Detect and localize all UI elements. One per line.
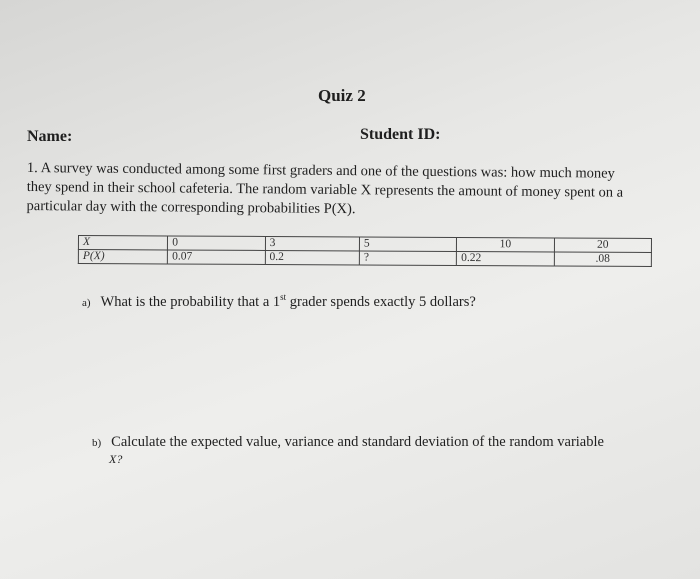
part-a-text-end: grader spends exactly 5 dollars? <box>286 293 476 310</box>
p-value-cell: .08 <box>554 252 651 267</box>
x-value-cell: 0 <box>168 236 265 251</box>
row-label-x: X <box>78 236 167 250</box>
student-id-label: Student ID: <box>360 126 441 143</box>
probability-distribution-table <box>78 235 652 267</box>
p-value-cell: ? <box>359 251 456 266</box>
p-value-cell: 0.2 <box>265 250 359 264</box>
x-value-cell: 10 <box>457 237 554 252</box>
question-line-2: they spend in their school cafeteria. The random variable X represents the amount of money spent on a <box>26 178 624 201</box>
x-value-cell: 3 <box>265 236 359 250</box>
part-a-question <box>82 292 476 311</box>
part-a-marker: a) <box>82 296 91 309</box>
question-line-1: 1. A survey was conducted among some first graders and one of the questions was: how much money <box>26 159 615 182</box>
table-row-px <box>78 250 651 267</box>
part-b-marker: b) <box>92 437 102 449</box>
part-a-text: What is the probability that a 1 <box>100 293 281 310</box>
x-value-cell: 5 <box>359 237 456 252</box>
part-b-question <box>92 434 604 467</box>
part-a-superscript: st <box>280 292 287 302</box>
name-label: Name: <box>27 128 73 145</box>
part-b-text: Calculate the expected value, variance and standard deviation of the random variable <box>111 434 604 450</box>
row-label-px: P(X) <box>78 250 167 264</box>
x-value-cell: 20 <box>554 238 651 253</box>
p-value-cell: 0.22 <box>457 251 554 266</box>
question-line-3: particular day with the corresponding probabilities P(X). <box>26 197 356 218</box>
part-b-text-cont: X? <box>109 452 123 466</box>
page-title: Quiz 2 <box>318 86 366 105</box>
question-1-text <box>26 159 652 222</box>
p-value-cell: 0.07 <box>168 250 265 265</box>
